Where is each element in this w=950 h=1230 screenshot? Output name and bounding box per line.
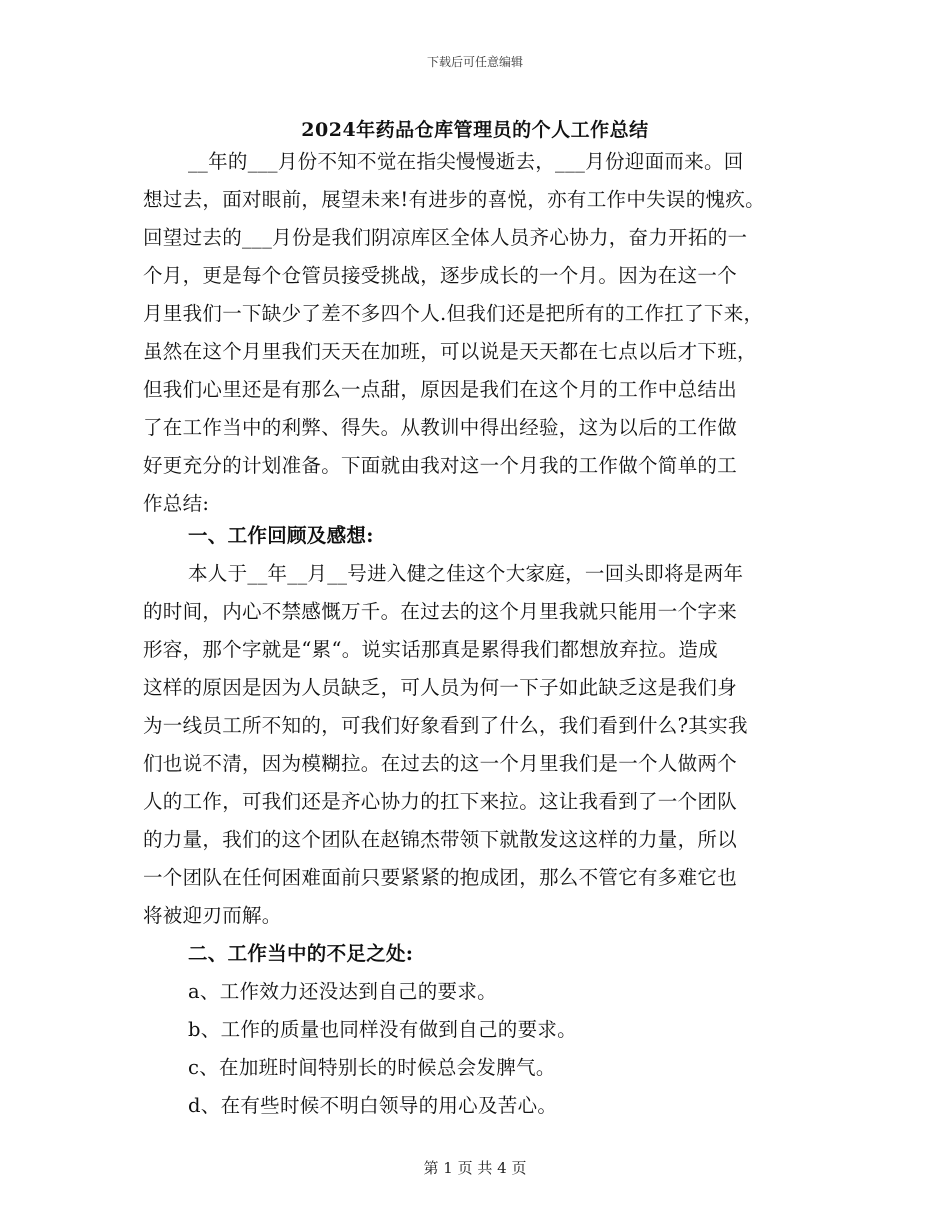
- intro-line: 好更充分的计划准备。下面就由我对这一个月我的工作做个简单的工: [143, 454, 738, 477]
- intro-line: 月里我们一下缺少了差不多四个人.但我们还是把所有的工作扛了下来，: [143, 302, 764, 325]
- section1-line: 为一线员工所不知的，可我们好象看到了什么，我们看到什么?其实我: [143, 714, 748, 737]
- page-number-footer: 第 1 页 共 4 页: [423, 1159, 527, 1177]
- section2-item: a、工作效力还没达到自己的要求。: [188, 980, 497, 1003]
- section1-line: 人的工作，可我们还是齐心协力的扛下来拉。这让我看到了一个团队: [143, 790, 738, 813]
- intro-line: 但我们心里还是有那么一点甜，原因是我们在这个月的工作中总结出: [143, 378, 738, 401]
- section1-line: 的力量，我们的这个团队在赵锦杰带领下就散发这这样的力量，所以: [143, 828, 738, 851]
- intro-line: 作总结:: [143, 492, 210, 515]
- intro-line: 了在工作当中的利弊、得失。从教训中得出经验，这为以后的工作做: [143, 416, 738, 439]
- section1-line: 们也说不清，因为模糊拉。在过去的这一个月里我们是一个人做两个: [143, 752, 738, 775]
- section2-item: b、工作的质量也同样没有做到自己的要求。: [188, 1018, 577, 1041]
- section1-line: 本人于__年__月__号进入健之佳这个大家庭，一回头即将是两年: [188, 562, 744, 585]
- intro-line: __年的___月份不知不觉在指尖慢慢逝去，___月份迎面而来。回: [188, 150, 744, 173]
- intro-line: 个月，更是每个仓管员接受挑战，逐步成长的一个月。因为在这一个: [143, 264, 738, 287]
- section1-line: 的时间，内心不禁感慨万千。在过去的这个月里我就只能用一个字来: [143, 600, 738, 623]
- section1-line: 这样的原因是因为人员缺乏，可人员为何一下子如此缺乏这是我们身: [143, 676, 738, 699]
- document-title: 2024年药品仓库管理员的个人工作总结: [301, 119, 649, 141]
- section2-item: c、在加班时间特别长的时候总会发脾气。: [188, 1056, 556, 1079]
- intro-line: 回望过去的___月份是我们阴凉库区全体人员齐心协力，奋力开拓的一: [143, 226, 748, 249]
- section1-line: 将被迎刃而解。: [143, 904, 282, 927]
- intro-line: 想过去，面对眼前，展望未来!有进步的喜悦，亦有工作中失误的愧疚。: [143, 188, 765, 211]
- header-note: 下载后可任意编辑: [426, 55, 523, 69]
- section1-line: 一个团队在任何困难面前只要紧紧的抱成团，那么不管它有多难它也: [143, 866, 738, 889]
- section1-heading: 一、工作回顾及感想:: [188, 524, 374, 547]
- section1-line: 形容，那个字就是“累“。说实话那真是累得我们都想放弃拉。造成: [143, 638, 718, 661]
- intro-line: 虽然在这个月里我们天天在加班，可以说是天天都在七点以后才下班，: [143, 340, 757, 363]
- section2-heading: 二、工作当中的不足之处:: [188, 942, 414, 965]
- section2-item: d、在有些时候不明白领导的用心及苦心。: [188, 1094, 558, 1117]
